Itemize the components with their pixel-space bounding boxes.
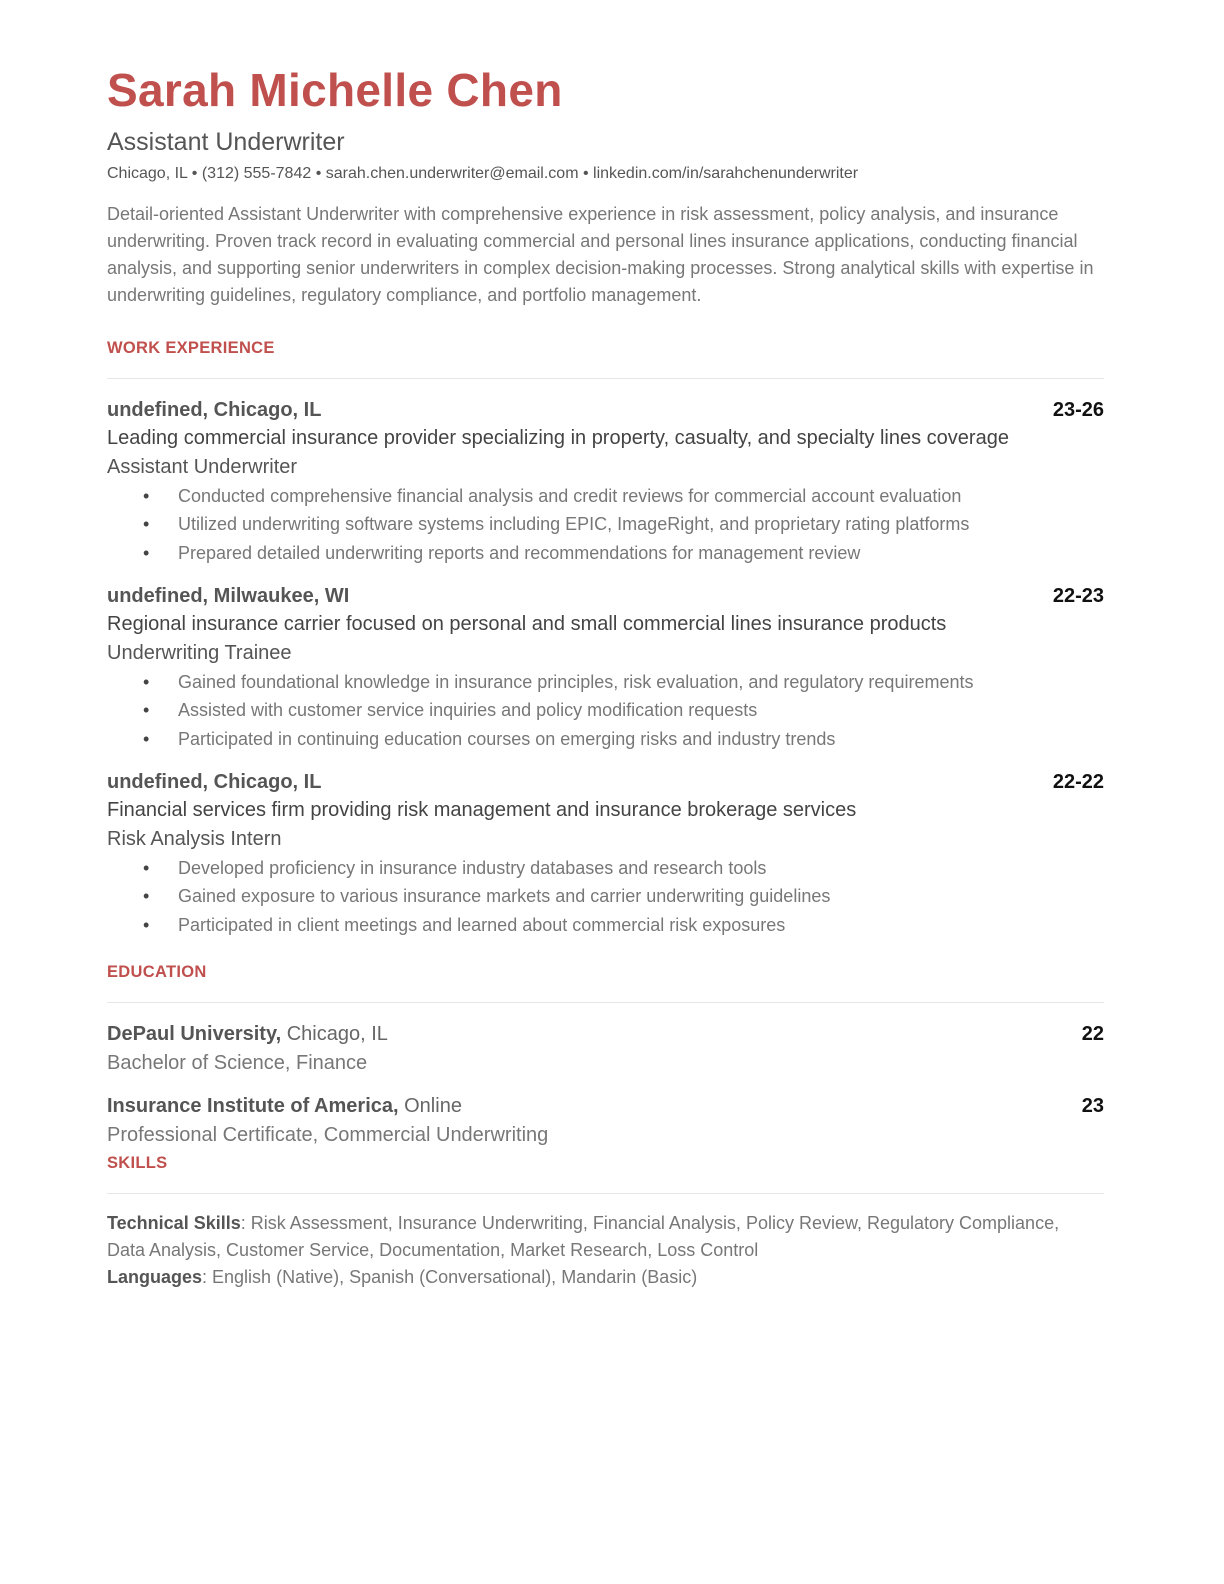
list-item: • Conducted comprehensive financial analysis and credit reviews for commercial account evaluation (107, 482, 1104, 510)
job-role: Underwriting Trainee (107, 642, 292, 664)
degree: Professional Certificate, Commercial Underwriting (107, 1124, 549, 1146)
bullet-icon: • (143, 700, 150, 721)
education-entry (107, 1019, 1104, 1077)
bullet-icon: • (143, 542, 150, 563)
technical-skills: Technical Skills: Risk Assessment, Insurance Underwriting, Financial Analysis, Policy Review, Regulatory Compliance, Data Analysis, Customer Service, Documentation, Market Research, Loss Control (107, 1213, 1060, 1260)
job-company: undefined, Chicago, IL (107, 771, 322, 793)
school-name: Insurance Institute of America, (107, 1095, 399, 1117)
list-item: • Gained foundational knowledge in insurance principles, risk evaluation, and regulatory requirements (107, 668, 1104, 696)
bullet-icon: • (143, 728, 150, 749)
section-divider (107, 378, 1104, 379)
bullet-icon: • (143, 486, 150, 506)
list-item: • Developed proficiency in insurance industry databases and research tools (107, 854, 1104, 882)
job-dates: 22-22 (1052, 771, 1104, 793)
job-entry (107, 582, 1104, 753)
section-heading-education: EDUCATION (107, 963, 207, 981)
bullet-icon: • (143, 914, 150, 935)
technical-skills-label: Technical Skills (107, 1213, 241, 1233)
bullet-icon: • (143, 886, 150, 907)
job-entry (107, 768, 1104, 939)
job-company-description: Financial services firm providing risk management and insurance brokerage services (107, 799, 857, 821)
languages: Languages: English (Native), Spanish (Conversational), Mandarin (Basic) (107, 1267, 698, 1287)
education-entry (107, 1091, 1104, 1149)
contact-line: Chicago, IL • (312) 555-7842 • sarah.chen.underwriter@email.com • linkedin.com/in/sarahchenunderwriter (107, 165, 859, 182)
bullet-icon: • (143, 672, 150, 692)
list-item: • Participated in client meetings and learned about commercial risk exposures (107, 911, 1104, 939)
section-divider (107, 1193, 1104, 1194)
job-company: undefined, Milwaukee, WI (107, 585, 350, 607)
professional-summary: Detail-oriented Assistant Underwriter with comprehensive experience in risk assessment, policy analysis, and insurance underwriting. Proven track record in evaluating commercial and personal lines insurance applications, conducting financial analysis, and supporting senior underwriters in complex decision-making processes. Strong analytical skills with expertise in underwriting guidelines, regulatory compliance, and portfolio management. (107, 204, 1094, 305)
section-divider (107, 1002, 1104, 1003)
list-item: • Prepared detailed underwriting reports and recommendations for management review (107, 539, 1104, 567)
list-item: • Utilized underwriting software systems including EPIC, ImageRight, and proprietary rating platforms (107, 510, 1104, 538)
job-role: Risk Analysis Intern (107, 828, 282, 850)
section-heading-skills: SKILLS (107, 1154, 168, 1172)
skills-block (107, 1210, 1067, 1291)
list-item: • Gained exposure to various insurance markets and carrier underwriting guidelines (107, 882, 1104, 910)
bullet-icon: • (143, 514, 150, 535)
languages-label: Languages (107, 1267, 203, 1287)
job-title: Assistant Underwriter (107, 128, 345, 156)
job-entry (107, 396, 1104, 567)
list-item: • Participated in continuing education courses on emerging risks and industry trends (107, 725, 1104, 753)
job-bullets (107, 668, 1104, 753)
school-name: DePaul University, (107, 1023, 282, 1045)
job-company: undefined, Chicago, IL (107, 399, 322, 421)
job-role: Assistant Underwriter (107, 456, 298, 478)
education-date: 23 (1081, 1095, 1104, 1117)
list-item: • Assisted with customer service inquiries and policy modification requests (107, 696, 1104, 724)
degree: Bachelor of Science, Finance (107, 1052, 368, 1074)
job-bullets (107, 482, 1104, 567)
bullet-icon: • (143, 858, 150, 878)
school-location: Chicago, IL (286, 1023, 388, 1045)
education-date: 22 (1081, 1023, 1104, 1045)
section-heading-work-experience: WORK EXPERIENCE (107, 339, 275, 357)
job-dates: 22-23 (1052, 585, 1104, 607)
job-bullets (107, 854, 1104, 939)
job-company-description: Regional insurance carrier focused on personal and small commercial lines insurance products (107, 613, 947, 635)
job-company-description: Leading commercial insurance provider specializing in property, casualty, and specialty lines coverage (107, 427, 1009, 449)
candidate-name: Sarah Michelle Chen (107, 64, 563, 116)
school-location: Online (404, 1095, 462, 1117)
job-dates: 23-26 (1052, 399, 1104, 421)
